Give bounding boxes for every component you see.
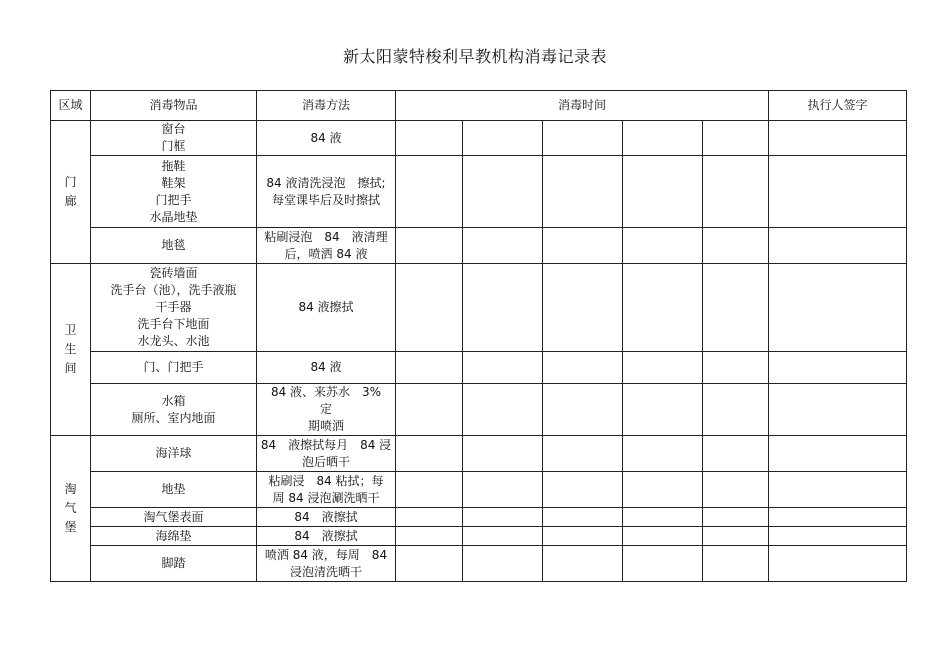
time-cell[interactable] — [703, 384, 769, 436]
time-cell[interactable] — [396, 508, 463, 527]
time-cell[interactable] — [463, 527, 543, 546]
time-cell[interactable] — [623, 527, 703, 546]
time-cell[interactable] — [623, 472, 703, 508]
items-cell: 拖鞋 鞋架 门把手 水晶地垫 — [91, 156, 257, 228]
time-cell[interactable] — [623, 121, 703, 156]
time-cell[interactable] — [703, 264, 769, 352]
time-cell[interactable] — [543, 384, 623, 436]
time-cell[interactable] — [703, 156, 769, 228]
items-cell: 水箱 厕所、室内地面 — [91, 384, 257, 436]
method-cell: 84 液擦拭每月 84 浸 泡后晒干 — [257, 436, 396, 472]
items-cell: 海绵垫 — [91, 527, 257, 546]
method-cell: 84 液清洗浸泡 擦拭; 每堂课毕后及时擦拭 — [257, 156, 396, 228]
items-cell: 淘气堡表面 — [91, 508, 257, 527]
signature-cell[interactable] — [769, 527, 907, 546]
table-row — [51, 264, 907, 352]
time-cell[interactable] — [463, 264, 543, 352]
table-row — [51, 527, 907, 546]
items-cell: 地毯 — [91, 228, 257, 264]
time-cell[interactable] — [703, 472, 769, 508]
time-cell[interactable] — [396, 436, 463, 472]
time-cell[interactable] — [703, 121, 769, 156]
time-cell[interactable] — [396, 546, 463, 582]
method-cell: 84 液、来苏水 3% 定 期喷洒 — [257, 384, 396, 436]
table-row — [51, 384, 907, 436]
time-cell[interactable] — [703, 527, 769, 546]
items-cell: 窗台 门框 — [91, 121, 257, 156]
header-row — [51, 91, 907, 121]
signature-cell[interactable] — [769, 472, 907, 508]
table-row — [51, 156, 907, 228]
table-row — [51, 436, 907, 472]
signature-cell[interactable] — [769, 436, 907, 472]
time-cell[interactable] — [543, 352, 623, 384]
area-cell: 淘 气 堡 — [51, 436, 91, 582]
table-row — [51, 228, 907, 264]
signature-cell[interactable] — [769, 384, 907, 436]
items-cell: 门、门把手 — [91, 352, 257, 384]
time-cell[interactable] — [396, 384, 463, 436]
table-row — [51, 472, 907, 508]
time-cell[interactable] — [543, 121, 623, 156]
signature-cell[interactable] — [769, 264, 907, 352]
time-cell[interactable] — [396, 264, 463, 352]
table-row — [51, 352, 907, 384]
time-cell[interactable] — [623, 156, 703, 228]
time-cell[interactable] — [623, 352, 703, 384]
header-items: 消毒物品 — [91, 91, 257, 121]
time-cell[interactable] — [703, 228, 769, 264]
time-cell[interactable] — [543, 527, 623, 546]
area-cell: 卫 生 间 — [51, 264, 91, 436]
signature-cell[interactable] — [769, 121, 907, 156]
items-cell: 海洋球 — [91, 436, 257, 472]
method-cell: 84 液擦拭 — [257, 508, 396, 527]
time-cell[interactable] — [543, 264, 623, 352]
items-cell: 地垫 — [91, 472, 257, 508]
time-cell[interactable] — [543, 546, 623, 582]
time-cell[interactable] — [543, 156, 623, 228]
time-cell[interactable] — [623, 436, 703, 472]
time-cell[interactable] — [463, 384, 543, 436]
time-cell[interactable] — [623, 508, 703, 527]
header-area: 区域 — [51, 91, 91, 121]
time-cell[interactable] — [463, 436, 543, 472]
signature-cell[interactable] — [769, 508, 907, 527]
time-cell[interactable] — [623, 228, 703, 264]
method-cell: 粘刷浸泡 84 液清理 后，喷洒 84 液 — [257, 228, 396, 264]
header-signature: 执行人签字 — [769, 91, 907, 121]
signature-cell[interactable] — [769, 156, 907, 228]
header-method: 消毒方法 — [257, 91, 396, 121]
time-cell[interactable] — [463, 352, 543, 384]
time-cell[interactable] — [463, 546, 543, 582]
method-cell: 84 液 — [257, 121, 396, 156]
time-cell[interactable] — [623, 384, 703, 436]
time-cell[interactable] — [463, 121, 543, 156]
time-cell[interactable] — [703, 352, 769, 384]
table-row — [51, 546, 907, 582]
time-cell[interactable] — [703, 436, 769, 472]
method-cell: 84 液 — [257, 352, 396, 384]
table-row — [51, 121, 907, 156]
method-cell: 喷洒 84 液，每周 84 浸泡清洗晒干 — [257, 546, 396, 582]
method-cell: 84 液擦拭 — [257, 527, 396, 546]
time-cell[interactable] — [396, 228, 463, 264]
time-cell[interactable] — [703, 546, 769, 582]
signature-cell[interactable] — [769, 546, 907, 582]
time-cell[interactable] — [463, 508, 543, 527]
disinfection-log-table — [50, 90, 907, 582]
time-cell[interactable] — [623, 264, 703, 352]
items-cell: 瓷砖墙面 洗手台（池），洗手液瓶 干手器 洗手台下地面 水龙头、水池 — [91, 264, 257, 352]
time-cell[interactable] — [463, 228, 543, 264]
signature-cell[interactable] — [769, 228, 907, 264]
signature-cell[interactable] — [769, 352, 907, 384]
time-cell[interactable] — [463, 472, 543, 508]
time-cell[interactable] — [543, 228, 623, 264]
time-cell[interactable] — [543, 472, 623, 508]
time-cell[interactable] — [396, 472, 463, 508]
time-cell[interactable] — [396, 156, 463, 228]
time-cell[interactable] — [463, 156, 543, 228]
time-cell[interactable] — [623, 546, 703, 582]
area-cell: 门 廊 — [51, 121, 91, 264]
method-cell: 84 液擦拭 — [257, 264, 396, 352]
items-cell: 脚踏 — [91, 546, 257, 582]
table-row — [51, 508, 907, 527]
header-time: 消毒时间 — [396, 91, 769, 121]
document-title: 新太阳蒙特梭利早教机构消毒记录表 — [342, 47, 607, 66]
method-cell: 粘刷浸 84 粘拭；每 周 84 浸泡涮洗晒干 — [257, 472, 396, 508]
time-cell[interactable] — [543, 508, 623, 527]
time-cell[interactable] — [396, 527, 463, 546]
time-cell[interactable] — [396, 352, 463, 384]
time-cell[interactable] — [396, 121, 463, 156]
time-cell[interactable] — [543, 436, 623, 472]
time-cell[interactable] — [703, 508, 769, 527]
